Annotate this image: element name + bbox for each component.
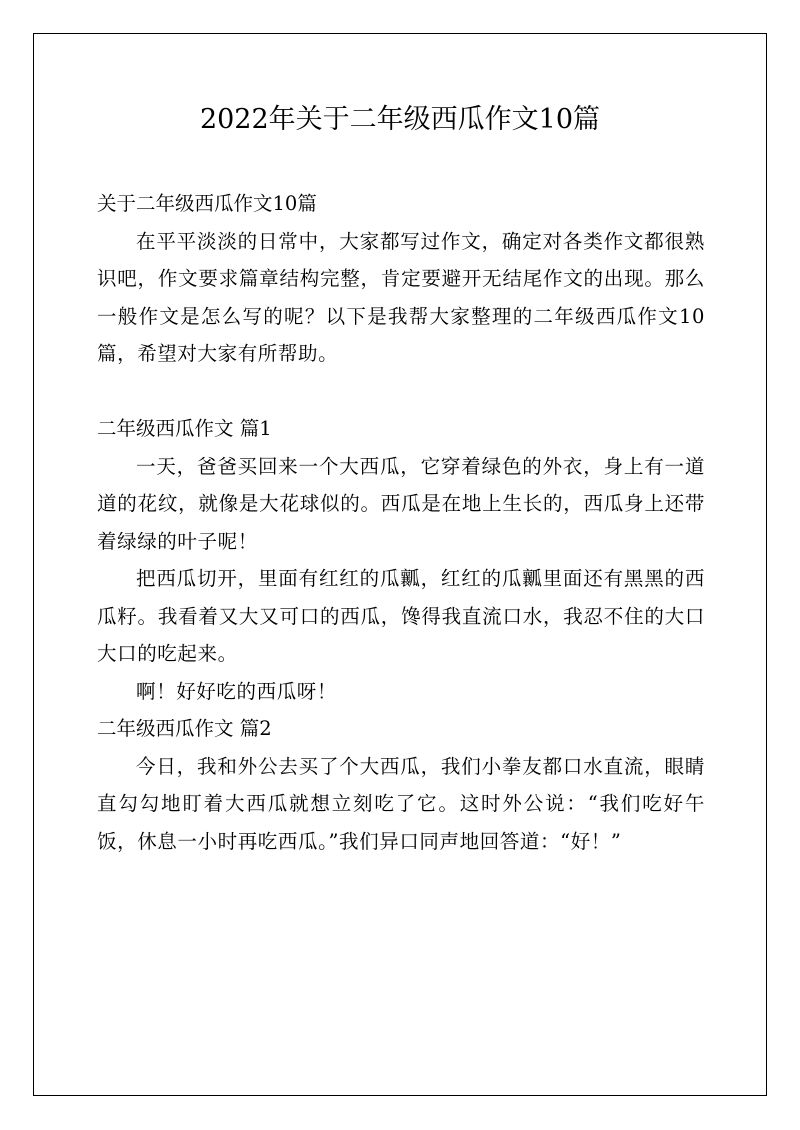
section-1-paragraph-2: 把西瓜切开，里面有红红的瓜瓤，红红的瓜瓤里面还有黑黑的西瓜籽。我看着又大又可口的西瓜，馋得我直流口水，我忍不住的大口大口的吃起来。 [97, 567, 705, 665]
document-title: 2022年关于二年级西瓜作文10篇 [199, 104, 601, 135]
section-heading-1: 二年级西瓜作文 篇1 [97, 417, 272, 440]
document-body [97, 185, 705, 860]
section-heading-2: 二年级西瓜作文 篇2 [97, 717, 272, 740]
section-gap [97, 373, 705, 411]
section-1-paragraph-1: 一天，爸爸买回来一个大西瓜，它穿着绿色的外衣，身上有一道道的花纹，就像是大花球似的。西瓜是在地上生长的，西瓜身上还带着绿绿的叶子呢！ [97, 454, 705, 553]
section-2-paragraph-1: 今日，我和外公去买了个大西瓜，我们小拳友都口水直流，眼睛直勾勾地盯着大西瓜就想立刻吃了它。这时外公说：“我们吃好午饭，休息一小时再吃西瓜。”我们异口同声地回答道：“好！” [97, 754, 705, 853]
intro-heading: 关于二年级西瓜作文10篇 [97, 192, 317, 215]
section-1-paragraph-3: 啊！好好吃的西瓜呀！ [136, 679, 338, 703]
intro-paragraph: 在平平淡淡的日常中，大家都写过作文，确定对各类作文都很熟识吧，作文要求篇章结构完整，肯定要避开无结尾作文的出现。那么一般作文是怎么写的呢？以下是我帮大家整理的二年级西瓜作文10篇，希望对大家有所帮助。 [97, 229, 705, 365]
